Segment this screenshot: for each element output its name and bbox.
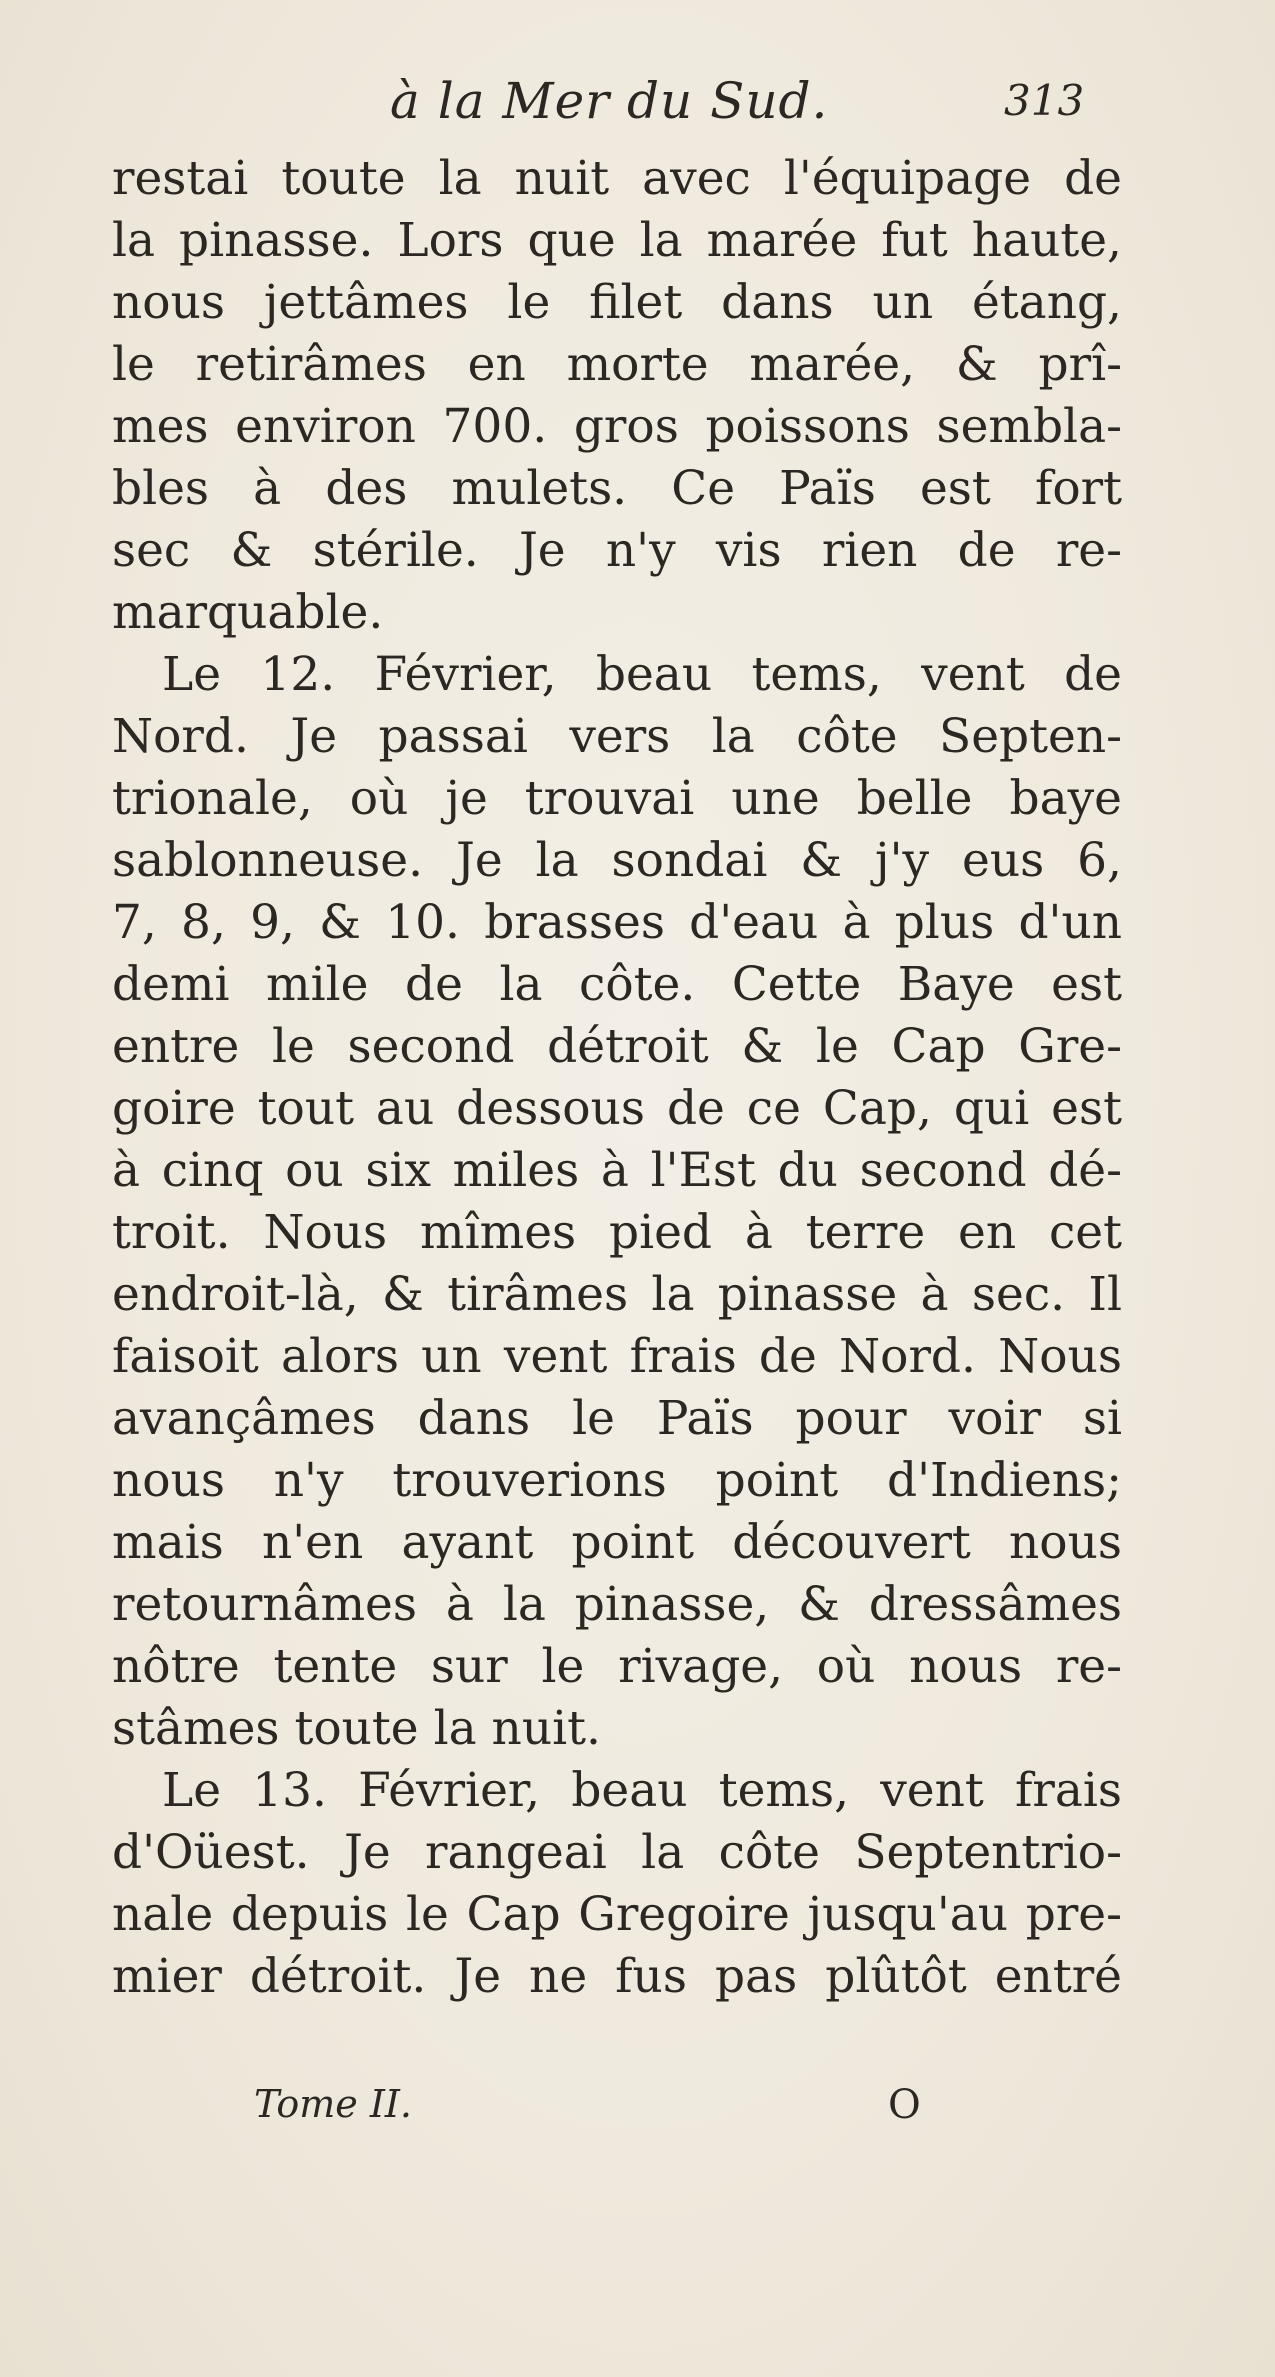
text-line: d'Oüest. Je rangeai la côte Septentrio- — [112, 1825, 1122, 1880]
text-line: trionale, où je trouvai une belle baye — [112, 771, 1122, 826]
page-header — [0, 72, 1275, 142]
text-line: sablonneuse. Je la sondai & j'y eus 6, — [112, 833, 1122, 888]
text-line: troit. Nous mîmes pied à terre en cet — [112, 1205, 1122, 1260]
page-number: 313 — [1004, 76, 1085, 125]
text-line: 7, 8, 9, & 10. brasses d'eau à plus d'un — [112, 895, 1122, 950]
gathering-mark: O — [888, 2082, 921, 2128]
text-line: retournâmes à la pinasse, & dressâmes — [112, 1577, 1122, 1632]
text-line: Le 13. Février, beau tems, vent frais — [162, 1763, 1122, 1818]
text-line: bles à des mulets. Ce Païs est fort — [112, 461, 1122, 516]
text-line: avançâmes dans le Païs pour voir si — [112, 1391, 1122, 1446]
text-line: le retirâmes en morte marée, & prî- — [112, 337, 1122, 392]
text-line: nôtre tente sur le rivage, où nous re- — [112, 1639, 1122, 1694]
text-line: Le 12. Février, beau tems, vent de — [162, 647, 1122, 702]
text-line: mes environ 700. gros poissons sembla- — [112, 399, 1122, 454]
text-line: entre le second détroit & le Cap Gre- — [112, 1019, 1122, 1074]
text-line: endroit-là, & tirâmes la pinasse à sec. Il — [112, 1267, 1122, 1322]
running-title: à la Mer du Sud. — [390, 72, 829, 130]
volume-signature: Tome II. — [254, 2082, 412, 2126]
text-line: goire tout au dessous de ce Cap, qui est — [112, 1081, 1122, 1136]
text-line: mier détroit. Je ne fus pas plûtôt entré — [112, 1949, 1122, 2004]
text-line: Nord. Je passai vers la côte Septen- — [112, 709, 1122, 764]
text-line: stâmes toute la nuit. — [112, 1701, 601, 1756]
text-line: demi mile de la côte. Cette Baye est — [112, 957, 1122, 1012]
text-line: faisoit alors un vent frais de Nord. Nous — [112, 1329, 1122, 1384]
text-line: sec & stérile. Je n'y vis rien de re- — [112, 523, 1122, 578]
text-line: nous jettâmes le filet dans un étang, — [112, 275, 1122, 330]
text-line: nous n'y trouverions point d'Indiens; — [112, 1453, 1122, 1508]
text-line: à cinq ou six miles à l'Est du second dé- — [112, 1143, 1122, 1198]
text-line: la pinasse. Lors que la marée fut haute, — [112, 213, 1122, 268]
page-footer — [0, 2082, 1275, 2142]
text-line: restai toute la nuit avec l'équipage de — [112, 151, 1122, 206]
text-line: mais n'en ayant point découvert nous — [112, 1515, 1122, 1570]
text-line: nale depuis le Cap Gregoire jusqu'au pre- — [112, 1887, 1122, 1942]
text-line: marquable. — [112, 585, 384, 640]
